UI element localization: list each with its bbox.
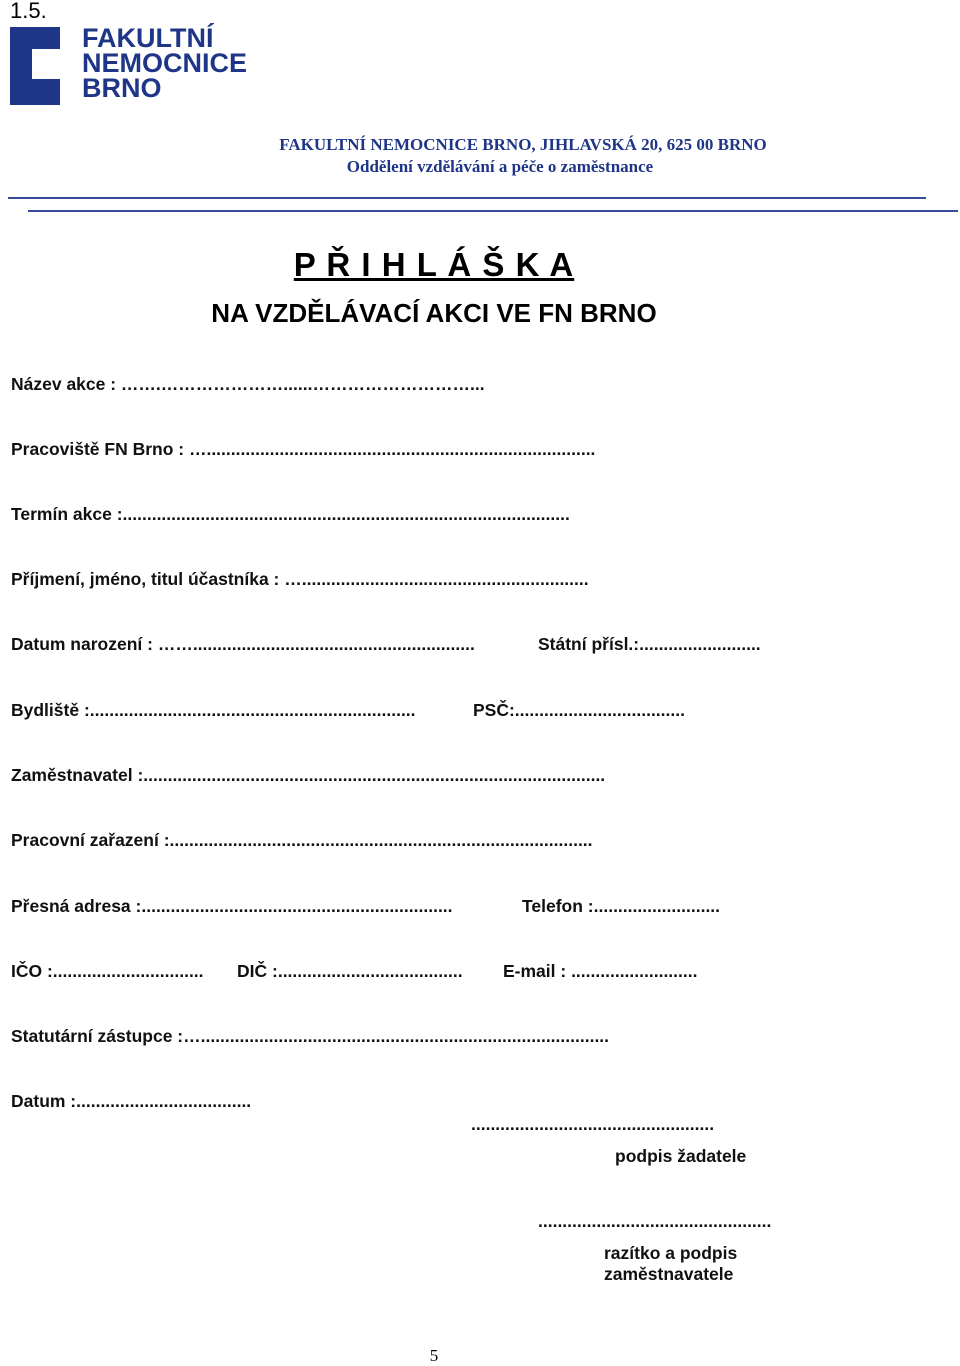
dic-field[interactable]: DIČ :...................................... xyxy=(237,961,463,981)
header-department: Oddělení vzdělávání a péče o zaměstnance xyxy=(346,157,654,176)
form-subtitle: NA VZDĚLÁVACÍ AKCI VE FN BRNO xyxy=(211,298,657,328)
section-number: 1.5. xyxy=(10,0,47,23)
form-title: P Ř I H L Á Š K A xyxy=(293,246,575,283)
workplace-field[interactable]: Pracoviště FN Brno : …................................................................................ xyxy=(11,439,596,459)
birth-date-field[interactable]: Datum narození : …….......................................................... xyxy=(11,634,475,654)
logo-mark-icon xyxy=(10,27,72,105)
header-divider-top xyxy=(8,197,926,199)
employer-signature-label-2: zaměstnavatele xyxy=(604,1264,734,1284)
event-date-field[interactable]: Termín akce :............................................................................................ xyxy=(11,504,570,524)
exact-address-field[interactable]: Přesná adresa :................................................................ xyxy=(11,896,453,916)
job-position-field[interactable]: Pracovní zařazení :....................................................................................... xyxy=(11,830,593,850)
employer-signature-line[interactable]: ................................................ xyxy=(538,1211,772,1231)
header-address: FAKULTNÍ NEMOCNICE BRNO, JIHLAVSKÁ 20, 625 00 BRNO xyxy=(279,135,767,154)
participant-name-field[interactable]: Příjmení, jméno, titul účastníka : …........................................................... xyxy=(11,569,589,589)
nationality-field[interactable]: Státní přísl.:......................... xyxy=(538,634,761,654)
employer-field[interactable]: Zaměstnavatel :............................................................................................... xyxy=(11,765,606,785)
logo-line-3: BRNO xyxy=(82,73,162,103)
email-field[interactable]: E-mail : .......................... xyxy=(503,961,698,981)
residence-field[interactable]: Bydliště :................................................................... xyxy=(11,700,416,720)
phone-field[interactable]: Telefon :.......................... xyxy=(522,896,721,916)
date-field[interactable]: Datum :.................................... xyxy=(11,1091,252,1111)
postal-code-field[interactable]: PSČ:................................... xyxy=(473,700,685,720)
header-divider-bottom xyxy=(28,210,958,212)
page-number: 5 xyxy=(429,1346,439,1365)
hospital-logo xyxy=(10,23,320,105)
statutory-representative-field[interactable]: Statutární zástupce :….................................................................................... xyxy=(11,1026,610,1046)
logo-line-1: FAKULTNÍ xyxy=(82,23,214,53)
ico-field[interactable]: IČO :............................... xyxy=(11,961,204,981)
employer-signature-label: razítko a podpis xyxy=(604,1243,738,1263)
applicant-signature-line[interactable]: .................................................. xyxy=(471,1114,715,1134)
event-name-field[interactable]: Název akce : …….…………………......………………………... xyxy=(11,374,485,394)
logo-line-2: NEMOCNICE xyxy=(82,48,248,78)
logo-wordmark xyxy=(82,23,248,103)
applicant-signature-label: podpis žadatele xyxy=(615,1146,747,1166)
